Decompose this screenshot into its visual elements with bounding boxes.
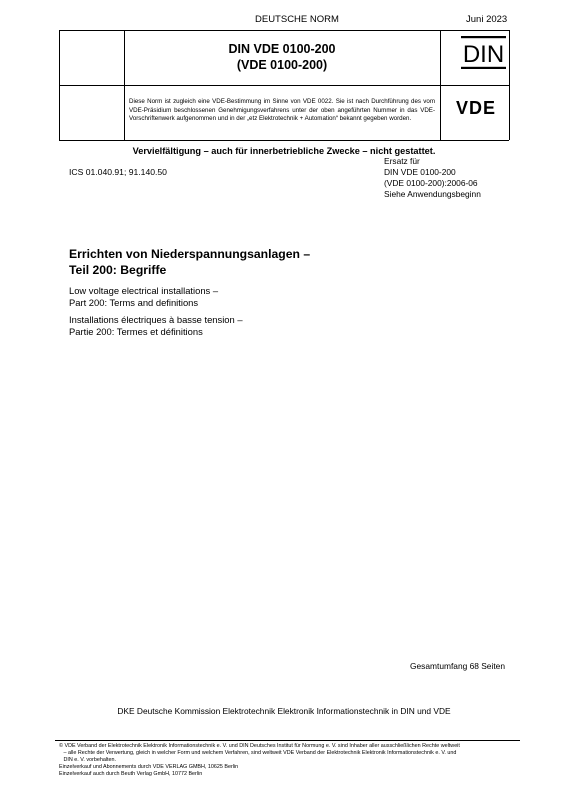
main-title-line: Teil 200: Begriffe [69,262,167,277]
committee-name: DKE Deutsche Kommission Elektrotechnik Elektronik Informationstechnik in DIN und VDE [117,706,451,716]
din-logo [461,36,506,69]
copyright-line: – alle Rechte der Verwertung, gleich in welcher Form und welchem Verfahren, sind weltweit VDE Verband der Elektrotechnik Elektronik Informationstechnik e. V. und [59,750,457,756]
document-type-label: DEUTSCHE NORM [255,14,339,25]
vde-logo: VDE [456,98,497,118]
footer-line [55,740,520,741]
main-title [69,247,310,278]
frame-right-line [509,30,510,140]
frame-top-line [59,30,509,31]
main-title-line: Errichten von Niederspannungsanlagen – [69,247,311,261]
english-title-line: Low voltage electrical installations – [69,285,219,296]
french-title-line: Partie 200: Termes et définitions [69,326,203,338]
copyright-line: DIN e. V. vorbehalten. [59,757,117,763]
page-count: Gesamtumfang 68 Seiten [410,661,505,671]
frame-mid-line [59,85,509,86]
copyright-line: Einzelverkauf auch durch Beuth Verlag GmbH, 10772 Berlin [59,771,203,777]
english-title [69,285,218,310]
replacement-line: (VDE 0100-200):2006-06 [384,178,478,188]
vde-classification: (VDE 0100-200) [236,58,328,72]
replacement-line: DIN VDE 0100-200 [384,167,456,177]
reproduction-notice: Vervielfältigung – auch für innerbetriebliche Zwecke – nicht gestattet. [132,146,436,156]
ics-code: ICS 01.040.91; 91.140.50 [69,167,167,177]
english-title-line: Part 200: Terms and definitions [69,297,199,309]
copyright-line: Einzelverkauf und Abonnements durch VDE VERLAG GMBH, 10625 Berlin [59,764,239,770]
copyright-line: © VDE Verband der Elektrotechnik Elektronik Informationstechnik e. V. und DIN Deutsches Institut für Normung e. V. sind Inhaber aller ausschließlichen Rechte weltweit [59,743,460,749]
replacement-line: Siehe Anwendungsbeginn [384,189,481,199]
standard-number: DIN VDE 0100-200 [228,42,336,56]
copyright-notice [59,743,519,778]
publication-date: Juni 2023 [466,14,508,25]
french-title [69,314,243,339]
replacement-line: Ersatz für [384,156,420,166]
french-title-line: Installations électriques à basse tension – [69,314,243,325]
replacement-info [384,156,481,200]
frame-divider-right [440,30,441,140]
svg-text:DIN: DIN [462,41,505,68]
frame-left-line [59,30,60,140]
vde-notice: Diese Norm ist zugleich eine VDE-Bestimmung im Sinne von VDE 0022. Sie ist nach Durchführung des vom VDE-Präsidium beschlossenen Genehmigungsverfahrens unter der oben angeführten Nummer in das VDE-Vorschriftenwerk aufgenommen und in der „etz Elektrotechnik + Automation“ bekannt gegeben worden. [129,98,435,123]
frame-bottom-line [59,140,509,141]
